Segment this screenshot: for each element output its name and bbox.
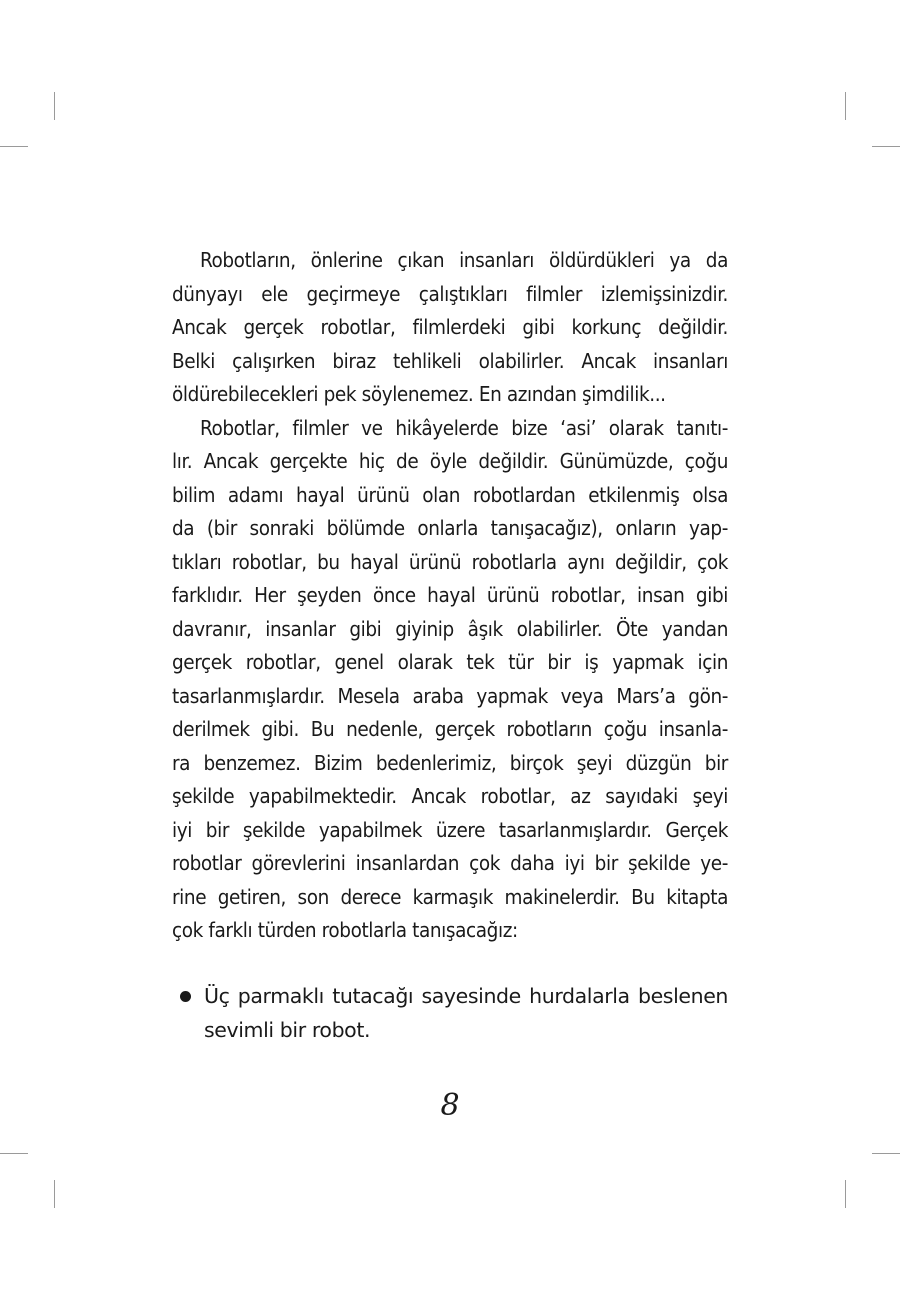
paragraph-line: tasarlanmışlardır. Mesela araba yapmak veya Mars’a gön- <box>172 683 728 708</box>
crop-mark-bottom-right-horizontal <box>872 1153 900 1154</box>
bullet-line: sevimli bir robot. <box>204 1017 371 1042</box>
paragraph-line: rine getiren, son derece karmaşık makinelerdir. Bu kitapta <box>172 884 728 909</box>
paragraph-line: iyi bir şekilde yapabilmek üzere tasarlanmışlardır. Gerçek <box>172 817 728 842</box>
paragraph-line: şekilde yapabilmektedir. Ancak robotlar, az sayıdaki şeyi <box>172 784 728 808</box>
paragraph-line: bilim adamı hayal ürünü olan robotlardan etkilenmiş olsa <box>172 482 728 507</box>
paragraph-line: farklıdır. Her şeyden önce hayal ürünü robotlar, insan gibi <box>172 583 728 607</box>
paragraph-line: lır. Ancak gerçekte hiç de öyle değildir. Günümüzde, çoğu <box>172 449 728 473</box>
page-number: 8 <box>440 1088 460 1123</box>
paragraph-line: tıkları robotlar, bu hayal ürünü robotlarla aynı değildir, çok <box>172 549 728 574</box>
bullet-line: Üç parmaklı tutacağı sayesinde hurdalarla beslenen <box>204 984 728 1008</box>
list-item <box>176 980 728 1047</box>
bullet-dot-icon <box>180 991 191 1002</box>
crop-mark-top-left-horizontal <box>0 146 28 147</box>
paragraph-line: derilmek gibi. Bu nedenle, gerçek robotların çoğu insanla- <box>172 717 728 741</box>
crop-mark-top-left-vertical <box>54 92 55 120</box>
paragraph-line: Belki çalışırken biraz tehlikeli olabilirler. Ancak insanları <box>172 348 728 373</box>
bullet-list <box>176 980 728 1047</box>
paragraph-2 <box>172 412 728 948</box>
paragraph-line: davranır, insanlar gibi giyinip âşık olabilirler. Öte yandan <box>172 616 728 641</box>
body-text <box>172 244 728 948</box>
paragraph-line: Robotlar, filmler ve hikâyelerde bize ‘asi’ olarak tanıtı- <box>200 415 728 440</box>
crop-mark-bottom-left-vertical <box>54 1180 55 1208</box>
crop-mark-bottom-left-horizontal <box>0 1153 28 1154</box>
paragraph-line: Ancak gerçek robotlar, filmlerdeki gibi korkunç değildir. <box>172 315 728 339</box>
paragraph-line: dünyayı ele geçirmeye çalıştıkları filmler izlemişsinizdir. <box>172 281 728 306</box>
paragraph-line: öldürebilecekleri pek söylenemez. En azından şimdilik... <box>172 382 666 406</box>
crop-mark-top-right-vertical <box>845 92 846 120</box>
crop-mark-bottom-right-vertical <box>845 1180 846 1208</box>
paragraph-line: gerçek robotlar, genel olarak tek tür bir iş yapmak için <box>172 650 728 674</box>
paragraph-line: ra benzemez. Bizim bedenlerimiz, birçok şeyi düzgün bir <box>172 750 728 775</box>
paragraph-1 <box>172 244 728 412</box>
paragraph-line: da (bir sonraki bölümde onlarla tanışacağız), onların yap- <box>172 516 728 540</box>
crop-mark-top-right-horizontal <box>872 146 900 147</box>
paragraph-line: robotlar görevlerini insanlardan çok daha iyi bir şekilde ye- <box>172 851 728 875</box>
paragraph-line: çok farklı türden robotlarla tanışacağız: <box>172 918 518 942</box>
paragraph-line: Robotların, önlerine çıkan insanları öldürdükleri ya da <box>200 248 728 272</box>
